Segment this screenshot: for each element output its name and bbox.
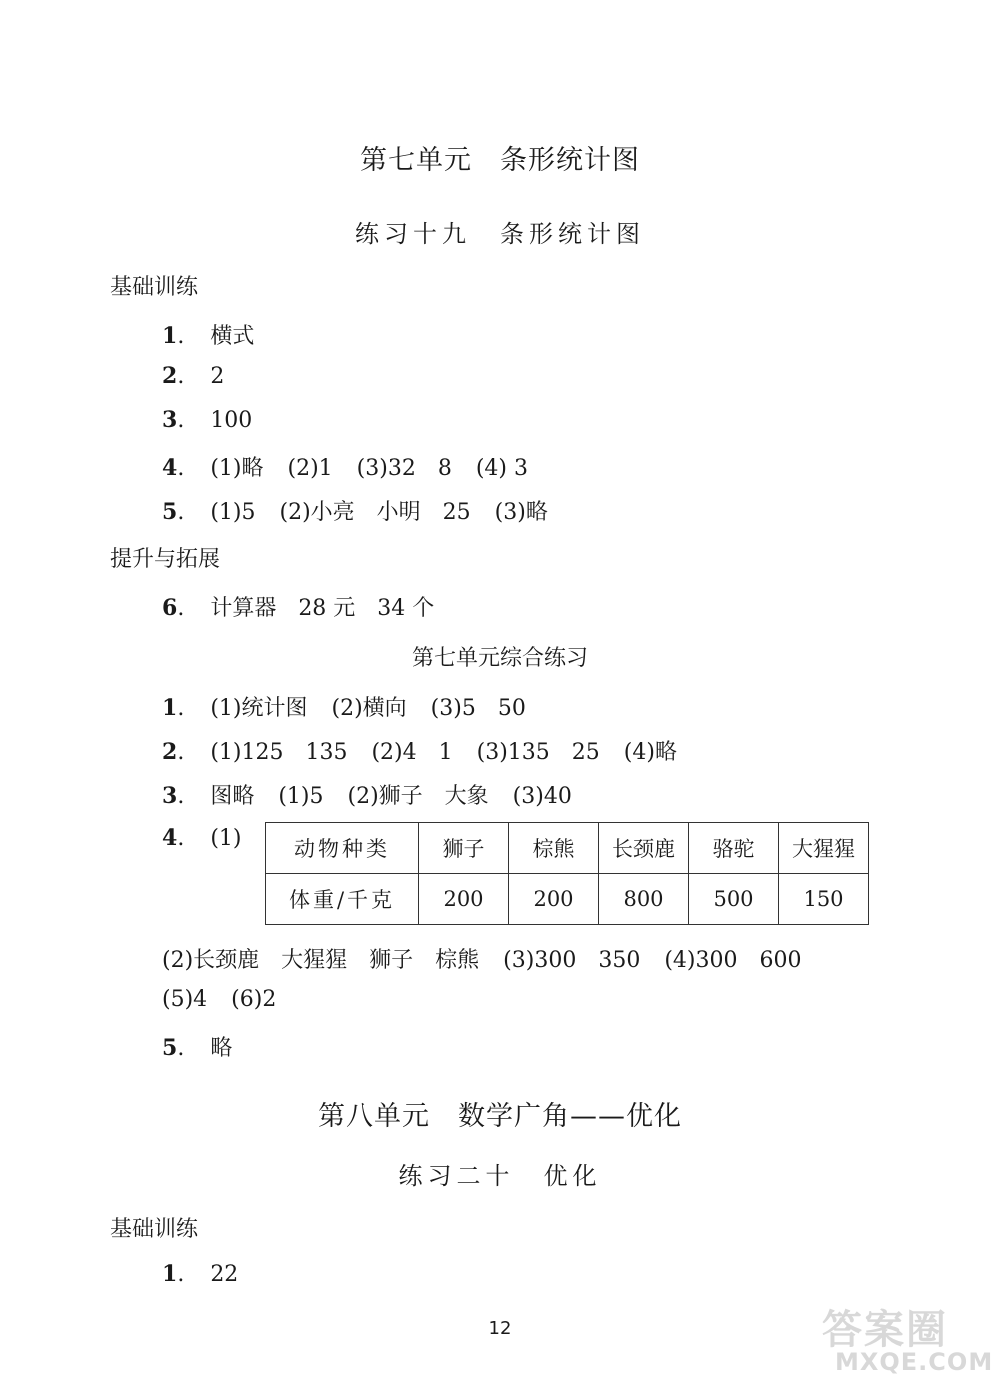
basic-q4: 4. (1)略 (2)1 (3)32 8 (4) 3 [162, 451, 552, 482]
review-q5: 5. 略 [162, 1035, 233, 1061]
question-number: 2 [162, 739, 178, 765]
section-basic-training: 基础训练 [110, 275, 199, 300]
unit7-title: 第七单元 条形统计图 [360, 145, 640, 176]
table-cell: 800 [599, 874, 689, 925]
answer-part: (4) 3 [475, 456, 528, 481]
answer-part: (2)狮子 大象 [347, 784, 489, 809]
answer-part: (3)略 [494, 500, 548, 525]
answer-part: (3)135 25 [476, 740, 600, 765]
answer-part: (2)小亮 小明 25 [279, 500, 471, 525]
answer-text: 横式 [210, 324, 255, 349]
answer-text: 22 [210, 1262, 239, 1287]
page-number: 12 [488, 1318, 512, 1339]
basic-q2: 2. 2 [162, 363, 225, 389]
question-number: 1 [162, 1261, 178, 1287]
answer-part: (5)4 [162, 987, 208, 1012]
basic-q1: 1. 横式 [162, 323, 255, 349]
table-cell: 体重/千克 [266, 874, 419, 925]
answer-part: (1)125 135 [210, 740, 348, 765]
answer-part: (1)5 [278, 784, 324, 809]
answer-part: 图略 [210, 784, 255, 809]
answer-part: (6)2 [231, 987, 277, 1012]
answer-part: (1)5 [210, 500, 256, 525]
review-q1: 1. (1)统计图 (2)横向 (3)5 50 [162, 691, 550, 722]
watermark-url: MXQE.COM [835, 1348, 994, 1376]
section-advanced: 提升与拓展 [110, 547, 221, 572]
review-q3: 3. 图略 (1)5 (2)狮子 大象 (3)40 [162, 779, 596, 810]
advanced-q6: 6. 计算器 28 元 34 个 [162, 595, 435, 621]
exercise19-title: 练习十九 条形统计图 [355, 220, 645, 248]
answer-part: (3)32 8 [356, 456, 452, 481]
question-number: 3 [162, 783, 178, 809]
answer-part: (4)300 600 [664, 948, 802, 973]
table-cell: 大猩猩 [779, 823, 869, 874]
question-number: 3 [162, 407, 178, 433]
table-header-row [266, 823, 869, 874]
review-q2: 2. (1)125 135 (2)4 1 (3)135 25 (4)略 [162, 735, 701, 766]
unit7-review-title: 第七单元综合练习 [411, 646, 588, 671]
table-row [266, 874, 869, 925]
answer-part: (2)1 [287, 456, 333, 481]
answer-part: (4)略 [623, 740, 677, 765]
answer-part: (1)略 [210, 456, 264, 481]
answer-part: (1) [210, 826, 242, 851]
table-cell: 骆驼 [689, 823, 779, 874]
question-number: 4 [162, 825, 178, 851]
answer-text: 计算器 28 元 34 个 [210, 596, 435, 621]
table-cell: 动物种类 [266, 823, 419, 874]
table-cell: 棕熊 [509, 823, 599, 874]
review-q4-label: 4. (1) [162, 825, 242, 851]
table-cell: 200 [509, 874, 599, 925]
answer-part: (3)300 350 [503, 948, 641, 973]
answer-part: (2)横向 [331, 696, 407, 721]
answer-text: 略 [210, 1036, 233, 1061]
table-cell: 狮子 [419, 823, 509, 874]
basic-q3: 3. 100 [162, 407, 253, 433]
animal-weight-table [265, 822, 869, 925]
answer-part: (3)5 50 [430, 696, 526, 721]
unit8-basic-q1: 1. 22 [162, 1261, 239, 1287]
table-cell: 200 [419, 874, 509, 925]
section-basic-training-unit8: 基础训练 [110, 1217, 199, 1242]
question-number: 5 [162, 499, 178, 525]
table-cell: 150 [779, 874, 869, 925]
table-cell: 500 [689, 874, 779, 925]
question-number: 2 [162, 363, 178, 389]
answer-part: (3)40 [512, 784, 572, 809]
watermark-logo: 答案圈 [822, 1307, 948, 1353]
review-q4-line2 [162, 943, 825, 974]
answer-text: 2 [210, 364, 225, 389]
answer-part: (1)统计图 [210, 696, 308, 721]
answer-part: (2)长颈鹿 大猩猩 狮子 棕熊 [162, 948, 480, 973]
exercise20-title: 练习二十 优化 [398, 1162, 602, 1190]
table-cell: 长颈鹿 [599, 823, 689, 874]
question-number: 1 [162, 323, 178, 349]
basic-q5: 5. (1)5 (2)小亮 小明 25 (3)略 [162, 495, 572, 526]
answer-text: 100 [210, 408, 253, 433]
answer-part: (2)4 1 [371, 740, 453, 765]
question-number: 4 [162, 455, 178, 481]
question-number: 1 [162, 695, 178, 721]
unit8-title: 第八单元 数学广角——优化 [318, 1101, 682, 1132]
question-number: 6 [162, 595, 178, 621]
review-q4-line3 [162, 987, 300, 1012]
question-number: 5 [162, 1035, 178, 1061]
